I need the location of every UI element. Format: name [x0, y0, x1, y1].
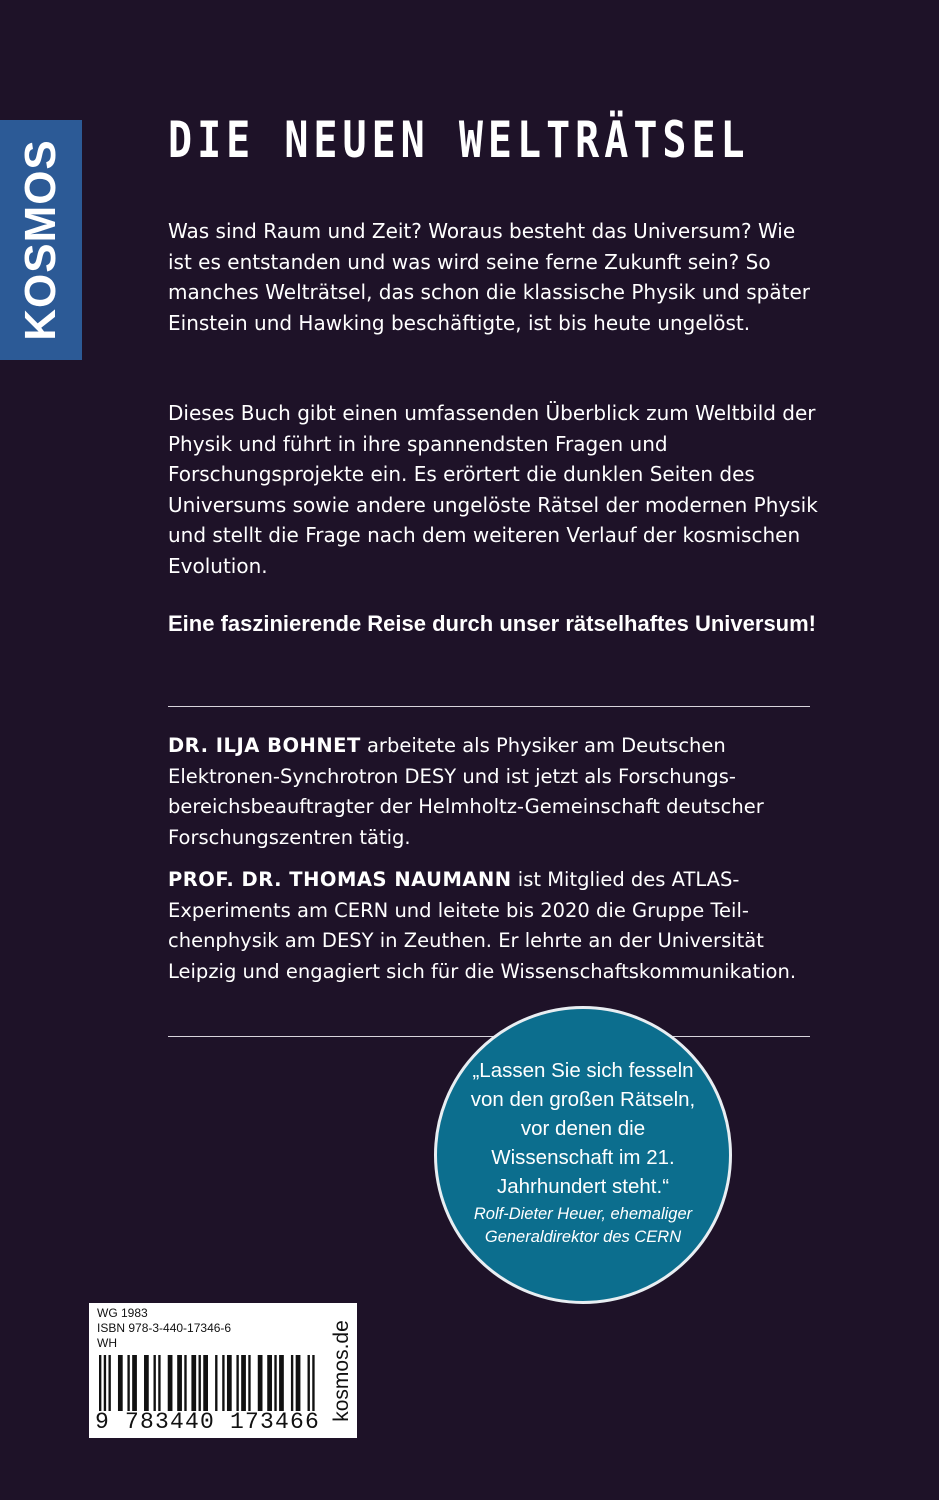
divider-top [168, 706, 810, 707]
barcode-bar [118, 1355, 123, 1411]
barcode-bar [274, 1355, 276, 1411]
barcode-bar [308, 1355, 310, 1411]
author-bio-naumann [168, 865, 818, 987]
barcode-bar [108, 1355, 110, 1411]
barcode-bar [236, 1355, 238, 1411]
barcode-bar [199, 1355, 201, 1411]
author-name: PROF. DR. THOMAS NAUMANN [168, 868, 512, 891]
description-paragraph-1: Was sind Raum und Zeit? Woraus besteht das Universum? Wie ist es entstanden und was wird seine ferne Zukunft sein? So manches Welträtsel, das schon die klassische Physik und später Einstein und Hawking beschäftigte, ist bis heute ungelöst. [168, 219, 810, 335]
code-label: WH [97, 1336, 117, 1350]
barcode-panel [89, 1303, 327, 1438]
author-bio-text: arbeitete als Physiker am Deutschen Elektronen-Synchrotron DESY und ist jetzt als Forschungsbereichsbeauftragter der Helmholtz-Gemeinschaft deutscher Forschungszentren tätig. [168, 734, 764, 849]
barcode-bar [258, 1355, 263, 1411]
barcode-digits: 9 783440 173466 [95, 1409, 321, 1435]
barcode-bar [177, 1355, 182, 1411]
barcode-bar [99, 1355, 101, 1411]
barcode-bar [168, 1355, 173, 1411]
barcode-bars [97, 1355, 319, 1411]
isbn-label: ISBN 978-3-440-17346-6 [97, 1321, 232, 1335]
barcode-bar [279, 1355, 284, 1411]
description-paragraph-2: Dieses Buch gibt einen umfassenden Überblick zum Weltbild der Physik und führt in ihre spannendsten Fragen und Forschungsprojekte ein. Es erörtert die dunklen Seiten des Universums sowie andere ungelöste Rätsel der modernen Physik und stellt die Frage nach dem weiteren Verlauf der kosmischen Evolution. [168, 401, 818, 578]
barcode-bar [227, 1355, 232, 1411]
barcode-bar [158, 1355, 160, 1411]
barcode-bar [191, 1355, 196, 1411]
barcode-bar [267, 1355, 272, 1411]
divider-bottom [168, 1036, 810, 1037]
brand-logo-text: KOSMOS [16, 139, 66, 341]
kosmos-logo-tab [0, 120, 82, 360]
barcode-bar [222, 1355, 224, 1411]
barcode-bar [104, 1355, 106, 1411]
barcode-bar [203, 1355, 208, 1411]
quote-text: „Lassen Sie sich fesseln von den großen Rätseln, vor denen die Wissenschaft im 21. Jahrhundert steht.“ [470, 1058, 696, 1198]
barcode-bar [127, 1355, 129, 1411]
author-bio-bohnet [168, 731, 818, 853]
barcode-bar [154, 1355, 156, 1411]
author-bio-text: ist Mitglied des ATLAS-Experiments am CERN und leitete bis 2020 die Gruppe Teilchenphysik am DESY in Zeuthen. Er lehrte an der Universität Leipzig und engagiert sich für die Wissenschaftskommunikation. [168, 868, 797, 983]
barcode-bar [184, 1355, 186, 1411]
tagline: Eine faszinierende Reise durch unser rätselhaftes Universum! [168, 611, 817, 636]
website-url: kosmos.de [330, 1319, 353, 1422]
barcode-bar [312, 1355, 314, 1411]
book-title: DIE NEUEN WELTRÄTSEL [168, 112, 750, 170]
quote-author: Rolf-Dieter Heuer, ehemaliger Generaldirektor des CERN [473, 1204, 693, 1246]
barcode-bar [241, 1355, 246, 1411]
barcode-bar [132, 1355, 137, 1411]
author-name: DR. ILJA BOHNET [168, 734, 361, 757]
barcode-bar [248, 1355, 250, 1411]
barcode-bar [296, 1355, 301, 1411]
website-strip [327, 1303, 357, 1438]
barcode-bar [215, 1355, 217, 1411]
warengruppe-label: WG 1983 [97, 1306, 148, 1320]
barcode-bar [291, 1355, 293, 1411]
barcode-bar [144, 1355, 149, 1411]
quote-circle [434, 1006, 732, 1304]
